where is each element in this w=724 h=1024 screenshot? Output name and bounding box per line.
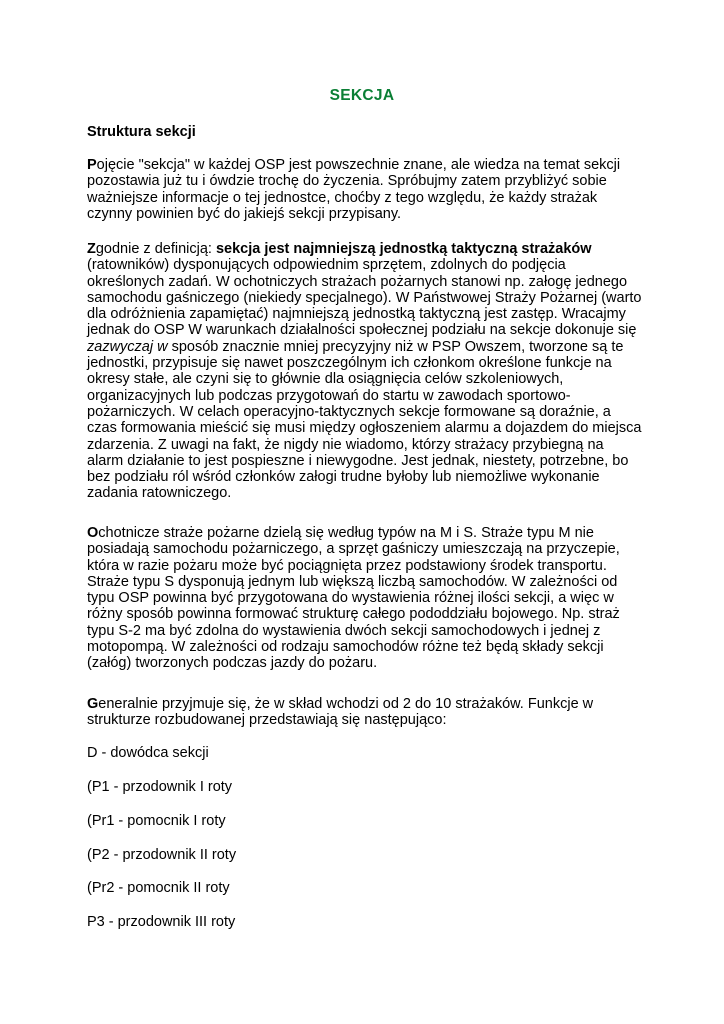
paragraph-text: eneralnie przyjmuje się, że w skład wchodzi od 2 do 10 strażaków. Funkcje w strukturze rozbudowanej przedstawiają się następująco: (87, 696, 594, 729)
paragraph-text: chotnicze straże pożarne dzielą się według typów na M i S. Straże typu M nie posiadają samochodu pożarniczego, a sprzęt gaśniczy umieszczają na przyczepie, która w razie pożaru może być pociągnięta przez podstawiony środek transportu. Straże typu S dysponują jednym lub większą liczbą samochodów. W zależności od typu OSP powinna być przygotowana do wystawienia różnej ilości sekcji, a więc w różny sposób powinna formować strukturę całego pododdziału bojowego. Np. straż typu S-2 ma być zdolna do wystawienia dwóch sekcji samochodowych i jednej z motopompą. W zależności od rodzaju samochodów różne też będą składy sekcji (załóg) tworzonych podczas jazdy do pożaru. (87, 525, 620, 672)
paragraph-initial: G (87, 696, 99, 712)
document-title: SEKCJA (329, 87, 395, 104)
italic-text: zazwyczaj w (87, 338, 168, 355)
paragraph-composition (87, 696, 643, 729)
role-item: P3 - przodownik III roty (87, 914, 236, 930)
paragraph-text: ojęcie "sekcja" w każdej OSP jest powszechnie znane, ale wiedza na temat sekcji pozostawia już tu i ówdzie trochę do życzenia. Spróbujmy zatem przybliżyć sobie ważniejsze informacje o tej jednostce, choćby z tego względu, że każdy strażak czynny powinien być do jakiejś sekcji przypisany. (87, 157, 621, 222)
role-item: (P2 - przodownik II roty (87, 847, 237, 863)
paragraph-definition (87, 241, 643, 502)
paragraph-intro (87, 157, 643, 222)
paragraph-types (87, 525, 643, 672)
paragraph-text: godnie z definicją: (95, 241, 216, 257)
paragraph-initial: Z (87, 241, 96, 257)
role-item: (Pr1 - pomocnik I roty (87, 813, 226, 829)
role-item: (P1 - przodownik I roty (87, 779, 233, 795)
definition-bold-text: sekcja jest najmniejszą jednostką taktyczną strażaków (215, 241, 592, 257)
paragraph-text: (ratowników) dysponujących odpowiednim sprzętem, zdolnych do podjęcia określonych zadań. W ochotniczych strażach pożarnych stanowi np. załogę jednego samochodu gaśniczego (niekiedy specjalnego). W Państwowej Straży Pożarnej (warto dla odróżnienia zapamiętać) najmniejszą jednostką taktyczną jest zastęp. Wracajmy jednak do OSP W warunkach działalności społecznej podziału na sekcje dokonuje się (87, 257, 642, 339)
role-item: D - dowódca sekcji (87, 745, 209, 761)
paragraph-initial: P (87, 157, 97, 173)
paragraph-text: sposób znacznie mniej precyzyjny niż w PSP Owszem, tworzone są te jednostki, przypisuje się nawet poszczególnym ich członkom określone funkcje na okresy stałe, ale czyni się to głównie dla osiągnięcia celów szkoleniowych, organizacyjnych lub podczas przygotowań do startu w zawodach sportowo-pożarniczych. W celach operacyjno-taktycznych sekcje formowane są doraźnie, a czas formowania mieścić się musi między ogłoszeniem alarmu a dojazdem do miejsca zdarzenia. Z uwagi na fakt, że nigdy nie wiadomo, którzy strażacy przybiegną na alarm działanie to jest pospieszne i niewygodne. Jest jednak, niestety, potrzebne, bo bez podziału ról wśród członków załogi trudne byłoby lub niemożliwe wykonanie zadania ratowniczego. (87, 338, 642, 502)
role-item: (Pr2 - pomocnik II roty (87, 880, 230, 896)
section-heading: Struktura sekcji (87, 124, 196, 140)
paragraph-initial: O (87, 525, 99, 541)
